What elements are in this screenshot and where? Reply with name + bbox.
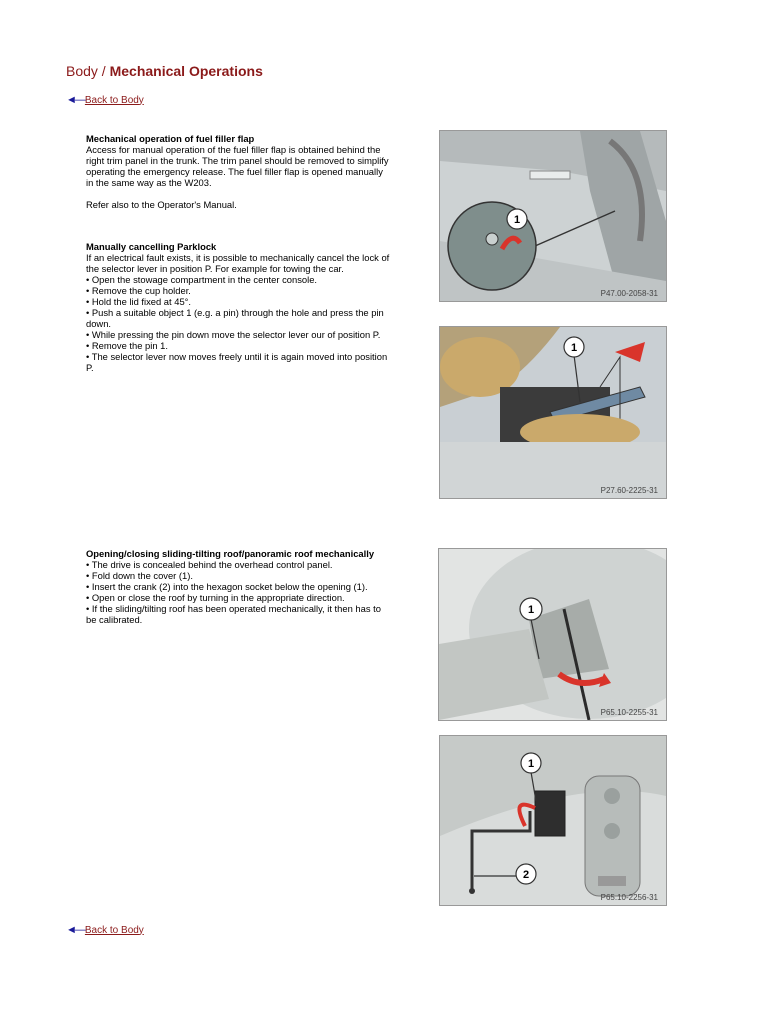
text-line: down. xyxy=(86,318,112,329)
back-arrow-icon: ◄— xyxy=(66,924,84,936)
text-line: • The drive is concealed behind the overhead control panel. xyxy=(86,559,333,570)
text-line: • Remove the pin 1. xyxy=(86,340,168,351)
text-line: Access for manual operation of the fuel filler flap is obtained behind the xyxy=(86,144,381,155)
page-title xyxy=(66,63,263,79)
text-line: • Open the stowage compartment in the center console. xyxy=(86,274,318,285)
text-line: • Hold the lid fixed at 45°. xyxy=(86,296,192,307)
figure-reference: P65.10-2256-31 xyxy=(600,893,658,902)
text-line: P. xyxy=(86,362,94,373)
figure-parklock xyxy=(439,326,667,499)
callout-1: 1 xyxy=(527,604,535,616)
text-line: • Open or close the roof by turning in the appropriate direction. xyxy=(86,592,345,603)
breadcrumb-title: Mechanical Operations xyxy=(109,63,263,79)
text-line: • Fold down the cover (1). xyxy=(86,570,193,581)
text-line: • If the sliding/tilting roof has been operated mechanically, it then has to xyxy=(86,603,381,614)
text-line: • Remove the cup holder. xyxy=(86,285,191,296)
callout-2: 2 xyxy=(522,869,530,881)
text-line: If an electrical fault exists, it is possible to mechanically cancel the lock of xyxy=(86,252,390,263)
text-line: • Insert the crank (2) into the hexagon socket below the opening (1). xyxy=(86,581,368,592)
figure-roof-cover xyxy=(438,548,667,721)
figure-reference: P47.00-2058-31 xyxy=(600,289,658,298)
text-line: • While pressing the pin down move the selector lever our of position P. xyxy=(86,329,381,340)
figure-roof-crank xyxy=(439,735,667,906)
callout-1: 1 xyxy=(527,758,535,770)
text-line: • The selector lever now moves freely until it is again moved into position xyxy=(86,351,388,362)
section-heading: Manually cancelling Parklock xyxy=(86,241,217,252)
text-line: Refer also to the Operator's Manual. xyxy=(86,199,237,210)
figure-reference: P27.60-2225-31 xyxy=(600,486,658,495)
text-line: in the same way as the W203. xyxy=(86,177,212,188)
text-line: be calibrated. xyxy=(86,614,143,625)
back-arrow-icon: ◄— xyxy=(66,94,84,106)
back-to-body-link[interactable]: Back to Body xyxy=(84,924,144,936)
text-line: the selector lever in position P. For example for towing the car. xyxy=(86,263,344,274)
callout-1: 1 xyxy=(570,342,578,354)
back-link-top[interactable] xyxy=(66,94,144,106)
section-fuel-filler-flap xyxy=(86,133,426,210)
back-to-body-link[interactable]: Back to Body xyxy=(84,94,144,106)
breadcrumb-prefix: Body / xyxy=(66,63,110,79)
text-line: • Push a suitable object 1 (e.g. a pin) through the hole and press the pin xyxy=(86,307,384,318)
callout-1: 1 xyxy=(513,214,521,226)
figure-reference: P65.10-2255-31 xyxy=(600,708,658,717)
section-sliding-roof xyxy=(86,548,426,625)
section-heading: Mechanical operation of fuel filler flap xyxy=(86,133,255,144)
figure-fuel-filler-flap xyxy=(439,130,667,302)
text-line: right trim panel in the trunk. The trim panel should be removed to simplify xyxy=(86,155,389,166)
back-link-bottom[interactable] xyxy=(66,924,144,936)
text-line: operating the emergency release. The fuel filler flap is opened manually xyxy=(86,166,383,177)
section-heading: Opening/closing sliding-tilting roof/panoramic roof mechanically xyxy=(86,548,375,559)
section-parklock xyxy=(86,241,426,373)
